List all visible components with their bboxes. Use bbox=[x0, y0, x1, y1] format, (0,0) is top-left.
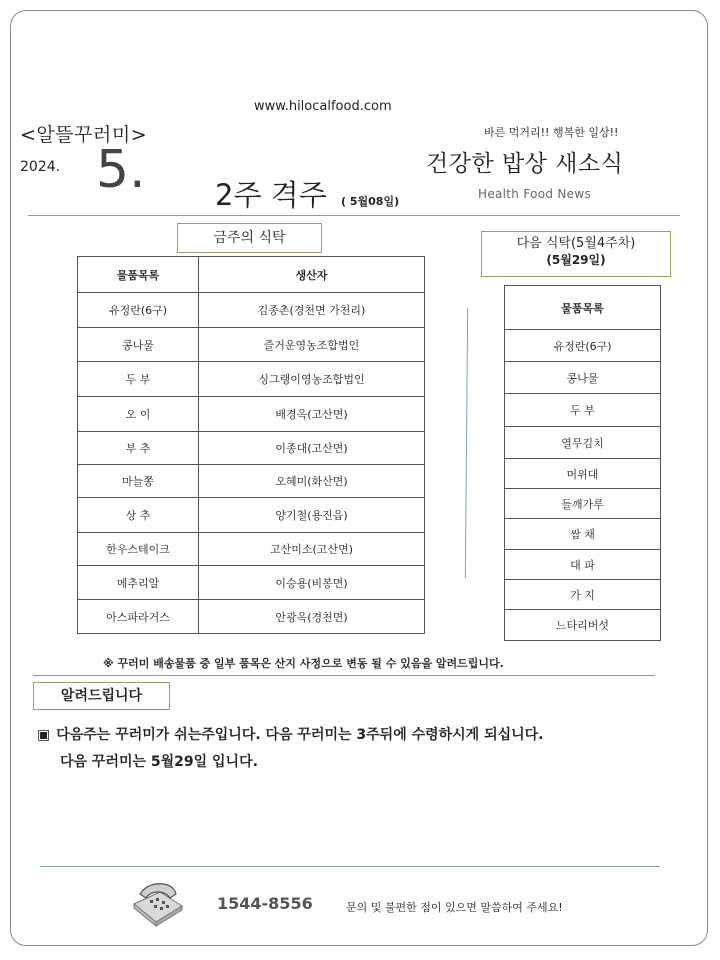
table-header-row bbox=[78, 257, 425, 293]
item-name: 두 부 bbox=[78, 362, 199, 397]
issue-week: 2주 격주 bbox=[215, 178, 327, 212]
item-name: 유정란(6구) bbox=[78, 293, 199, 328]
item-name: 유정란(6구) bbox=[505, 330, 661, 362]
issue-month: 5. bbox=[96, 140, 146, 200]
item-name: 메추리알 bbox=[78, 566, 199, 600]
header-divider bbox=[28, 215, 680, 216]
bullet-icon: ▣ bbox=[37, 727, 51, 743]
producer-name: 오혜미(화산면) bbox=[199, 465, 425, 498]
item-name: 아스파라거스 bbox=[78, 600, 199, 634]
phone-number[interactable]: 1544-8556 bbox=[217, 894, 313, 913]
next-week-heading: 다음 식탁(5월4주차) bbox=[516, 236, 636, 251]
contact-message: 문의 및 불편한 점이 있으면 말씀하여 주세요! bbox=[346, 901, 563, 914]
column-header: 물품목록 bbox=[78, 257, 199, 293]
item-name: 한우스테이크 bbox=[78, 533, 199, 566]
table-row bbox=[505, 394, 661, 427]
website-url[interactable]: www.hilocalfood.com bbox=[254, 99, 392, 114]
table-row bbox=[78, 293, 425, 328]
table-row bbox=[505, 610, 661, 641]
brand-name: <알뜰꾸러미> bbox=[20, 124, 148, 146]
producer-name: 배경옥(고산면) bbox=[199, 397, 425, 432]
item-name: 열무김치 bbox=[505, 427, 661, 459]
notice-divider bbox=[33, 675, 655, 676]
item-name: 가 지 bbox=[505, 580, 661, 610]
producer-name: 이종대(고산면) bbox=[199, 432, 425, 465]
table-row bbox=[78, 498, 425, 533]
footer-divider bbox=[40, 866, 660, 867]
item-name: 마늘쫑 bbox=[78, 465, 199, 498]
table-row bbox=[78, 362, 425, 397]
item-name: 대 파 bbox=[505, 550, 661, 580]
producer-name: 즐거운영농조합법인 bbox=[199, 328, 425, 362]
this-week-title: 금주의 식탁 bbox=[177, 223, 322, 253]
table-row bbox=[505, 459, 661, 489]
announcement-line-2: 다음 꾸러미는 5월29일 입니다. bbox=[60, 754, 258, 770]
item-name: 머위대 bbox=[505, 459, 661, 489]
producer-name: 이승용(비봉면) bbox=[199, 566, 425, 600]
item-name: 부 추 bbox=[78, 432, 199, 465]
item-name: 느타리버섯 bbox=[505, 610, 661, 641]
issue-year: 2024. bbox=[20, 159, 61, 175]
telephone-icon bbox=[130, 874, 184, 928]
next-week-title bbox=[481, 231, 671, 277]
table-row bbox=[505, 427, 661, 459]
table-row bbox=[78, 533, 425, 566]
item-name: 쌈 채 bbox=[505, 519, 661, 550]
item-name: 오 이 bbox=[78, 397, 199, 432]
this-week-table bbox=[77, 256, 425, 634]
table-row bbox=[505, 330, 661, 362]
table-row bbox=[505, 550, 661, 580]
producer-name: 안광옥(경천면) bbox=[199, 600, 425, 634]
item-name: 들깨가루 bbox=[505, 489, 661, 519]
issue-date: ( 5월08일) bbox=[341, 195, 400, 208]
table-row bbox=[505, 580, 661, 610]
table-row bbox=[78, 600, 425, 634]
column-header: 물품목록 bbox=[505, 286, 661, 330]
table-row bbox=[78, 566, 425, 600]
next-week-table bbox=[504, 285, 661, 641]
item-name: 두 부 bbox=[505, 394, 661, 427]
item-name: 콩나물 bbox=[505, 362, 661, 394]
producer-name: 고산미소(고산면) bbox=[199, 533, 425, 566]
table-header-row bbox=[505, 286, 661, 330]
next-week-date: (5월29일) bbox=[546, 253, 606, 267]
producer-name: 김종촌(경천면 가천리) bbox=[199, 293, 425, 328]
table-row bbox=[505, 362, 661, 394]
item-name: 상 추 bbox=[78, 498, 199, 533]
newsletter-title: 건강한 밥상 새소식 bbox=[426, 151, 624, 177]
announcement-text: 다음주는 꾸러미가 쉬는주입니다. 다음 꾸러미는 3주뒤에 수령하시게 되십니다. bbox=[56, 727, 544, 743]
producer-name: 싱그랭이영농조합법인 bbox=[199, 362, 425, 397]
item-name: 콩나물 bbox=[78, 328, 199, 362]
table-row bbox=[505, 519, 661, 550]
newsletter-subtitle: Health Food News bbox=[478, 187, 592, 201]
table-row bbox=[505, 489, 661, 519]
announcement-title: 알려드립니다 bbox=[33, 682, 170, 710]
table-row bbox=[78, 432, 425, 465]
slogan: 바른 먹거리!! 행복한 일상!! bbox=[484, 126, 619, 139]
table-row bbox=[78, 397, 425, 432]
table-row bbox=[78, 465, 425, 498]
column-header: 생산자 bbox=[199, 257, 425, 293]
table-row bbox=[78, 328, 425, 362]
producer-name: 양기철(용진읍) bbox=[199, 498, 425, 533]
announcement-line-1 bbox=[37, 724, 544, 744]
delivery-notice: ※ 꾸러미 배송물품 중 일부 품목은 산지 사정으로 변동 될 수 있음을 알려드립니다. bbox=[103, 657, 504, 670]
